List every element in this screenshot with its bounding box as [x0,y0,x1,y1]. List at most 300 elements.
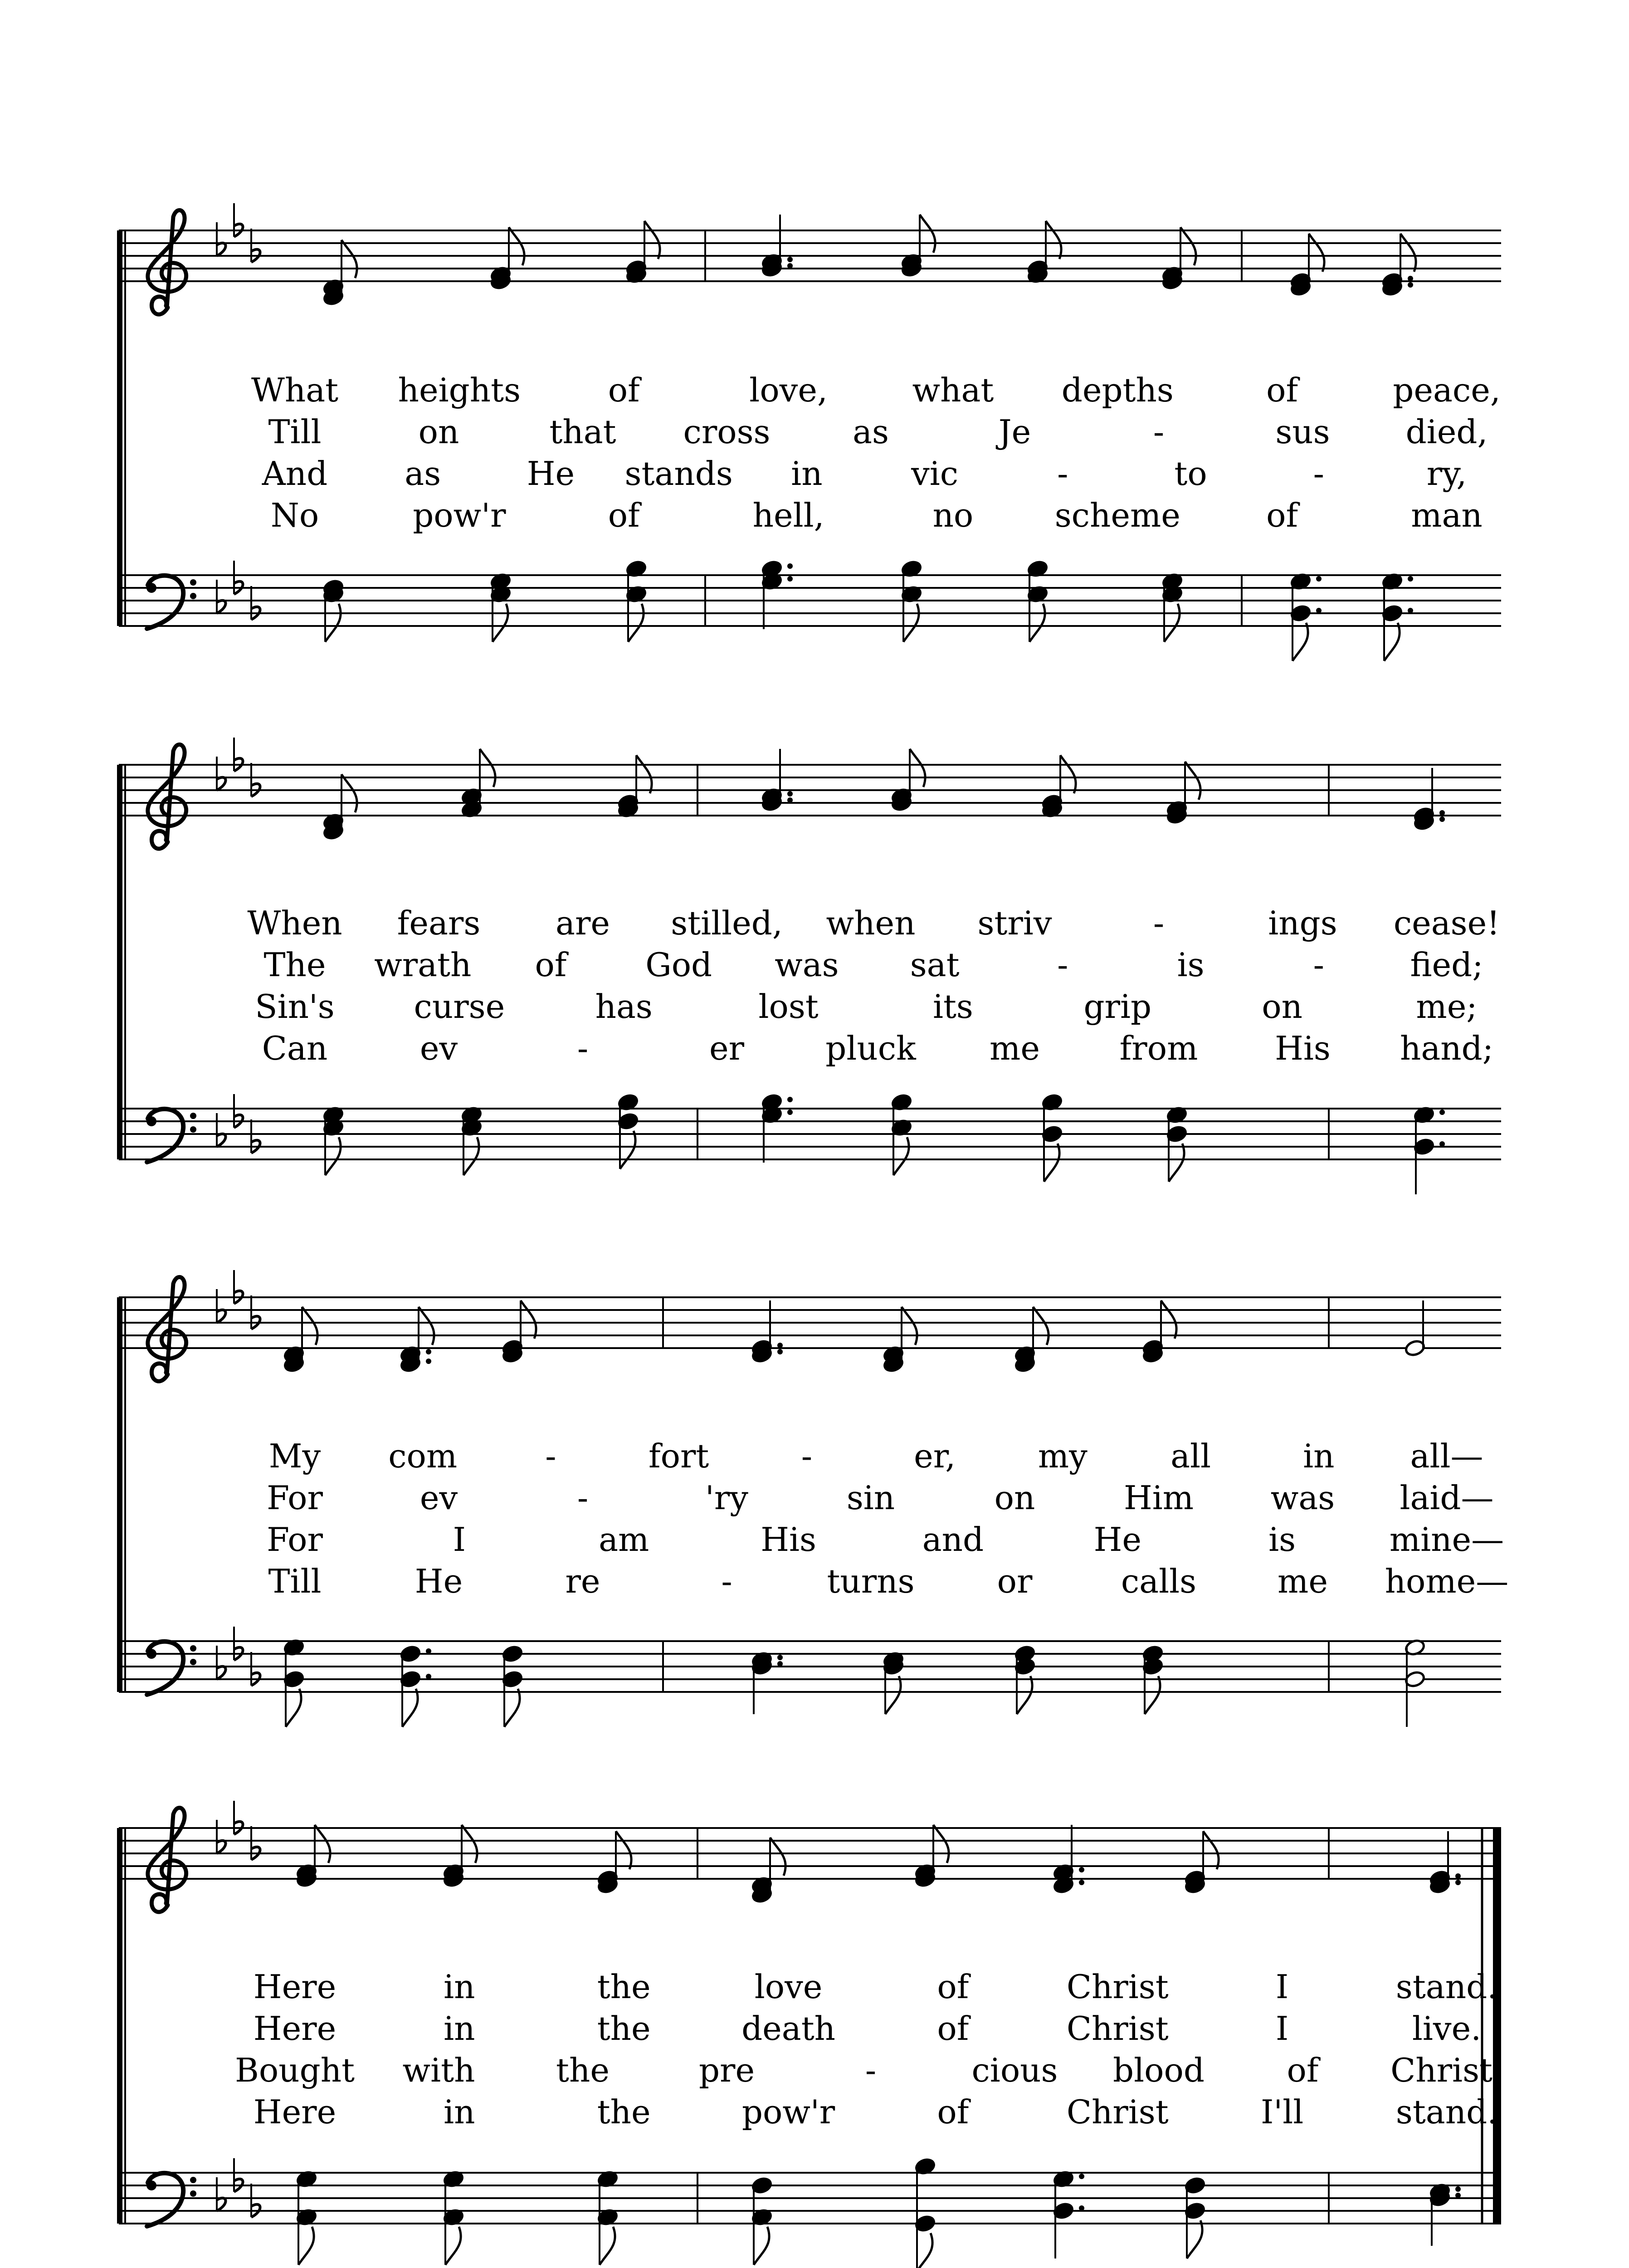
note-dot [1316,576,1322,582]
note [322,1106,344,1175]
note [883,1651,904,1714]
note-flag [1161,1300,1176,1339]
note [1413,1106,1445,1194]
lyric-syllable: pre [698,2051,755,2089]
note-dot [426,1674,431,1679]
note-dot [1408,282,1413,288]
lyric-syllable: when [826,904,916,942]
note [461,1106,482,1175]
lyric-syllable: its [932,987,973,1026]
bass-clef-dot [190,1659,196,1665]
lyric-syllable: in [444,2093,475,2131]
lyric-syllable: Sin's [255,987,335,1026]
note [1014,1307,1049,1373]
treble-clef-shape [148,1808,186,1912]
note-flag [1044,1144,1059,1182]
lyric-syllable: me [990,1029,1040,1067]
flat-bowl [217,2198,226,2211]
lyric-syllable: calls [1121,1562,1197,1600]
note-flag [480,749,495,787]
flat-icon [217,1646,226,1679]
lyric-syllable: wrath [374,946,472,984]
bass-clef-icon [146,2173,196,2226]
note-flag [770,1838,785,1876]
note [1184,2176,1205,2258]
note-flag [302,1307,317,1345]
flat-bowl [217,601,226,613]
note-dot [1408,276,1413,281]
lyric-syllable: in [1303,1437,1335,1475]
lyric-syllable: When [247,904,342,942]
flat-icon [234,203,243,237]
lyric-syllable: on [994,1479,1035,1517]
flat-bowl [217,1134,226,1147]
flat-icon [234,738,243,771]
treble-clef-icon [148,1808,186,1912]
lyric-syllable: stand. [1395,1968,1498,2006]
lyric-syllable: sin [846,1479,895,1517]
note-flag [1017,1676,1032,1714]
lyric-syllable: of [608,371,640,409]
bass-clef-dot [146,2180,156,2190]
flat-icon [251,1652,260,1686]
lyric-syllable: Here [253,2009,337,2048]
lyric-syllable: His [1275,1029,1331,1067]
note-dot [777,1655,783,1660]
note-dot [1455,1873,1461,1879]
note-flag [286,1689,301,1727]
lyric-syllable: I'll [1260,2093,1304,2131]
lyric-syllable: - [577,1029,589,1067]
bass-clef-dot [190,579,196,586]
note [597,2170,618,2265]
lyric-syllable: the [556,2051,610,2089]
lyric-syllable: the [597,2093,651,2131]
note-dot [777,1661,783,1667]
note-flag [504,1689,520,1727]
lyric-syllable: no [932,496,974,534]
lyric-syllable: Can [262,1029,328,1067]
flat-bowl [217,1667,226,1679]
bass-clef-dot [190,2190,196,2197]
note [400,1645,431,1727]
note [1381,572,1413,661]
lyric-syllable: lost [758,987,819,1026]
note-flag [493,604,508,642]
note-flag [419,1307,434,1345]
note-dot [1079,2174,1084,2179]
note-flag [917,2233,932,2268]
lyric-syllable: Je [998,413,1031,451]
flat-icon [217,1113,226,1147]
note-flag [1384,623,1400,661]
note-dot [426,1648,431,1654]
lyric-syllable: is [1177,946,1205,984]
lyric-syllable: fears [397,904,481,942]
bass-clef-dot [146,583,156,593]
flat-icon [251,586,260,620]
note-flag [1169,1144,1184,1182]
flat-icon [217,580,226,613]
note-dot [426,1359,431,1364]
flat-icon [251,2184,260,2217]
note-flag [1145,1676,1160,1714]
lyric-syllable: of [1266,371,1298,409]
note [1041,1093,1063,1182]
lyric-syllable: was [1270,1479,1335,1517]
lyric-syllable: heights [398,371,521,409]
lyric-syllable: stilled, [671,904,783,942]
lyric-syllable: man [1411,496,1483,534]
system-bracket [117,230,122,626]
note-flag [644,221,660,259]
note [283,1307,317,1373]
lyric-syllable: what [912,371,994,409]
note [883,1307,917,1373]
note-dot [1408,576,1413,582]
lyric-syllable: live. [1412,2009,1482,2048]
note-flag [1164,604,1180,642]
lyric-syllable: am [599,1520,649,1559]
lyric-syllable: the [597,2009,651,2048]
note-flag [893,1137,909,1175]
flat-bowl [217,1841,226,1853]
lyric-syllable: in [791,455,823,493]
lyric-syllable: hand; [1400,1029,1494,1067]
lyric-syllable: stands [624,455,733,493]
note-flag [462,1825,477,1863]
lyric-syllable: Christ. [1390,2051,1503,2089]
note [1404,1300,1425,1357]
lyric-syllable: fied; [1410,946,1483,984]
lyric-syllable: in [444,2009,475,2048]
flat-icon [217,222,226,256]
lyric-syllable: ings [1268,904,1337,942]
lyric-syllable: I [1275,1968,1289,2006]
note-dot [1079,2205,1084,2211]
lyric-syllable: re [565,1562,600,1600]
note [322,579,344,642]
lyric-syllable: com [388,1437,458,1475]
lyric-syllable: on [418,413,459,451]
lyric-syllable: are [556,904,610,942]
note [761,1093,793,1163]
note-dot [777,1349,783,1354]
lyric-syllable: of [535,946,567,984]
lyric-syllable: He [1093,1520,1141,1559]
lyric-syllable: love, [749,371,828,409]
lyric-syllable: - [865,2051,877,2089]
note [1166,1106,1187,1182]
lyric-syllable: love [754,1968,823,2006]
bass-clef-dot [190,593,196,599]
lyric-syllable: er, [914,1437,956,1475]
lyric-syllable: grip [1083,987,1152,1026]
flat-icon [217,2177,226,2211]
lyric-syllable: curse [414,987,505,1026]
lyric-syllable: vic [911,455,959,493]
treble-clef-shape [148,1277,186,1381]
lyric-syllable: For [267,1479,323,1517]
note-flag [341,774,357,812]
lyric-syllable: me [1278,1562,1328,1600]
note-flag [636,755,652,793]
lyric-syllable: pluck [825,1029,916,1067]
flat-icon [217,1820,226,1853]
lyric-syllable: My [268,1437,321,1475]
lyric-syllable: that [549,413,616,451]
treble-clef-shape [148,210,186,314]
flat-bowl [217,243,226,256]
note-flag [1180,227,1196,265]
note [322,240,357,306]
lyric-syllable: 'ry [705,1479,748,1517]
bass-clef-icon [146,1642,196,1695]
note-dot [787,1110,793,1115]
treble-clef-icon [148,1277,186,1381]
lyric-syllable: peace, [1393,371,1501,409]
note-flag [910,749,925,787]
lyric-syllable: The [263,946,326,984]
lyric-syllable: with [402,2051,475,2089]
flat-icon [234,1270,243,1304]
flat-icon [234,2158,243,2192]
flat-icon [251,763,260,797]
lyric-syllable: ev [419,1479,458,1517]
note-flag [754,2227,769,2265]
lyric-syllable: - [1313,946,1324,984]
note-dot [1439,1141,1445,1147]
note-dot [787,797,793,803]
lyric-syllable: I [453,1520,466,1559]
lyric-syllable: ev [419,1029,458,1067]
note [283,1638,304,1727]
flat-bowl [217,1310,226,1323]
lyric-syllable: fort [648,1437,709,1475]
lyric-syllable: - [1057,946,1068,984]
treble-clef-icon [148,744,186,849]
note-dot [1439,816,1445,822]
note-flag [1309,234,1324,272]
note-dot [1439,810,1445,816]
lyric-syllable: He [527,455,575,493]
lyric-syllable: Christ [1066,2093,1169,2131]
lyric-syllable: pow'r [741,2093,835,2131]
note-flag [325,1137,341,1175]
flat-icon [217,757,226,790]
lyric-syllable: God [645,946,712,984]
lyric-syllable: of [937,2009,969,2048]
bass-clef-dot [190,2177,196,2183]
lyric-syllable: He [415,1562,463,1600]
note-flag [600,2227,615,2265]
lyric-syllable: of [937,2093,969,2131]
system-bracket [117,765,122,1159]
note-dot [1455,2186,1461,2192]
bass-clef-dot [190,1645,196,1652]
note [1053,1825,1084,1894]
note-flag [1185,762,1200,800]
lyric-syllable: - [1313,455,1324,493]
lyric-syllable: - [1153,904,1165,942]
treble-clef-shape [148,744,186,849]
note-flag [902,1307,917,1345]
note-dot [1079,1880,1084,1885]
lyric-syllable: Here [253,2093,337,2131]
note [1161,572,1183,642]
lyric-syllable: - [577,1479,589,1517]
lyric-syllable: Bought [234,2051,355,2089]
note-flag [298,2227,314,2265]
note-dot [787,257,793,262]
flat-bowl [217,777,226,790]
lyric-syllable: stand. [1395,2093,1498,2131]
note-flag [1187,2220,1202,2258]
lyric-syllable: ry, [1426,455,1467,493]
note-dot [787,1097,793,1102]
note [1404,1638,1425,1727]
note [461,749,495,818]
note [914,2157,936,2268]
lyric-syllable: me; [1416,987,1478,1026]
lyric-syllable: I [1275,2009,1289,2048]
note-dot [777,1343,783,1348]
lyric-syllable: laid— [1400,1479,1494,1517]
flat-icon [234,1094,243,1128]
note-flag [402,1689,418,1727]
note-flag [920,215,935,253]
lyric-syllable: of [1287,2051,1319,2089]
note-flag [885,1676,901,1714]
note-flag [1033,1307,1049,1345]
note-dot [1408,608,1413,613]
flat-icon [234,1801,243,1834]
note-flag [1060,755,1076,793]
note [751,1838,785,1904]
note [1290,572,1322,661]
bass-clef-icon [146,1109,196,1162]
note-flag [620,1131,635,1169]
note [751,1651,783,1714]
note-flag [1046,221,1061,259]
note [751,2176,772,2265]
lyric-syllable: - [1057,455,1068,493]
note [322,774,357,841]
lyric-syllable: striv [977,904,1052,942]
note [1053,2170,1084,2258]
lyric-syllable: to [1174,455,1207,493]
note-dot [787,791,793,797]
flat-icon [251,1295,260,1329]
lyric-syllable: - [1153,413,1165,451]
lyric-syllable: Christ [1066,2009,1169,2048]
note-flag [341,240,357,278]
bass-clef-dot [190,1113,196,1119]
lyric-syllable: all— [1410,1437,1483,1475]
note-flag [933,1825,949,1863]
flat-icon [234,561,243,594]
lyric-syllable: is [1268,1520,1296,1559]
lyric-syllable: and [922,1520,984,1559]
bass-clef-dot [146,1649,156,1659]
lyric-syllable: sat [910,946,960,984]
note-flag [1029,604,1045,642]
flat-icon [217,1289,226,1323]
lyric-syllable: of [608,496,640,534]
lyric-syllable: cross [683,413,771,451]
treble-clef-icon [148,210,186,314]
note [761,560,793,629]
lyric-syllable: in [444,1968,475,2006]
note [296,2170,317,2265]
bass-clef-icon [146,576,196,629]
flat-icon [251,1119,260,1153]
lyric-syllable: blood [1113,2051,1205,2089]
lyric-syllable: on [1262,987,1303,1026]
lyric-syllable: from [1119,1029,1198,1067]
note [400,1307,434,1373]
system-bracket [117,1828,122,2224]
note-dot [787,563,793,569]
lyric-syllable: What [251,371,339,409]
note-dot [1316,608,1322,613]
lyric-syllable: all [1171,1437,1211,1475]
lyric-syllable: - [545,1437,556,1475]
note-dot [787,576,793,582]
note-flag [616,1831,631,1869]
note-dot [426,1349,431,1354]
lyric-syllable: Christ [1066,1968,1169,2006]
lyric-syllable: - [801,1437,813,1475]
flat-icon [251,1826,260,1860]
lyric-syllable: or [997,1562,1033,1600]
lyric-syllable: No [270,496,319,534]
lyric-syllable: sus [1275,413,1330,451]
note-flag [628,604,644,642]
lyric-syllable: scheme [1054,496,1180,534]
lyric-syllable: cious [971,2051,1058,2089]
note-flag [509,227,524,265]
lyric-syllable: died, [1405,413,1488,451]
lyric-syllable: was [775,946,839,984]
note-dot [1079,1867,1084,1872]
note-dot [1439,1110,1445,1115]
note-flag [445,2227,461,2265]
lyric-syllable: turns [827,1562,915,1600]
lyric-syllable: pow'r [413,496,506,534]
note-flag [1292,623,1308,661]
lyric-syllable: Till [268,1562,322,1600]
note [490,572,511,642]
note [502,1645,523,1727]
bass-clef-dot [146,1116,156,1126]
flat-icon [251,229,260,262]
lyric-syllable: - [721,1562,732,1600]
note-dot [1455,1880,1461,1885]
note-flag [1203,1831,1219,1869]
lyric-syllable: cease! [1393,904,1500,942]
lyric-syllable: my [1038,1437,1088,1475]
lyric-syllable: mine— [1389,1520,1504,1559]
note-flag [315,1825,330,1863]
lyric-syllable: of [937,1968,969,2006]
bass-clef-dot [190,1126,196,1133]
lyric-syllable: And [262,455,328,493]
final-barline-thick [1493,1828,1501,2224]
note-flag [1400,234,1416,272]
lyric-syllable: er [709,1029,745,1067]
lyric-syllable: of [1266,496,1298,534]
